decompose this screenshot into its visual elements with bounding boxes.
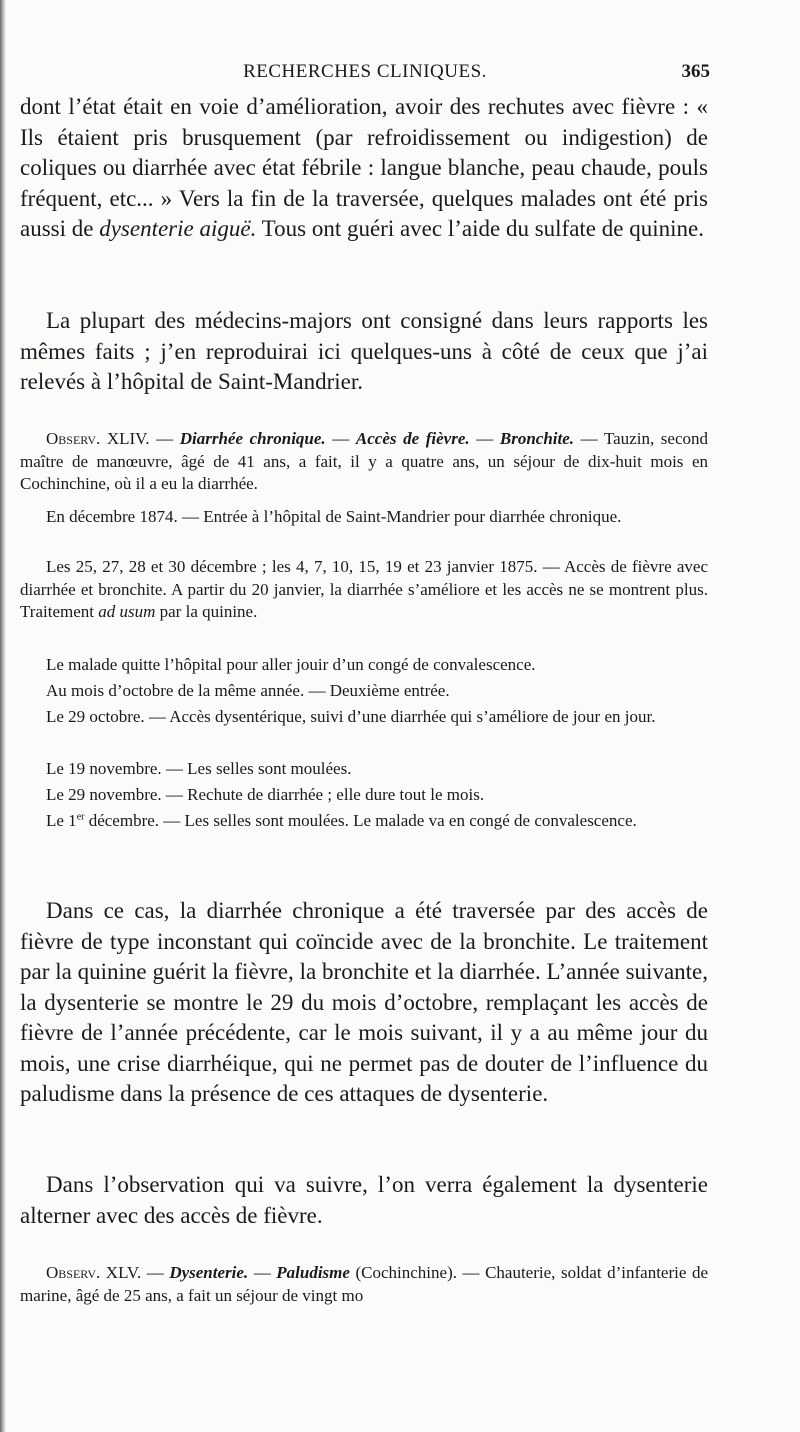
obs44-title-3: Bronchite. xyxy=(499,429,575,448)
obs45-title-2: Paludisme xyxy=(276,1263,350,1282)
intro-paragraph-1 xyxy=(20,92,708,245)
intro-p1-italic: dysenterie aiguë. xyxy=(99,216,257,241)
obs45-separator: — xyxy=(141,1263,170,1282)
obs45-heading-paragraph xyxy=(20,1262,708,1307)
obs44-paragraph-7: Le 19 novembre. — Les selles sont moulées. xyxy=(46,759,352,778)
discussion-paragraph-2: Dans l’observation qui va suivre, l’on verra également la dysenterie alterner avec des accès de fièvre. xyxy=(20,1172,708,1228)
intro-p1-text-b: Tous ont guéri avec l’aide du sulfate de quinine. xyxy=(256,216,704,241)
obs44-paragraph-5: Au mois d’octobre de la même année. — Deuxième entrée. xyxy=(46,681,450,700)
page-number: 365 xyxy=(681,61,710,82)
obs44-paragraph-2: En décembre 1874. — Entrée à l’hôpital de Saint-Mandrier pour diarrhée chronique. xyxy=(46,507,622,526)
running-head xyxy=(20,58,710,86)
obs44-paragraph-3 xyxy=(20,556,708,624)
obs44-separator: — xyxy=(325,429,356,448)
discussion-paragraph-1: Dans ce cas, la diarrhée chronique a été traversée par des accès de fièvre de type inconstant qui coïncide avec de la bronchite. Le traitement par la quinine guérit la fièvre, la bronchite et la diarrhée. L’année suivante, la dysenterie se montre le 29 du mois d’octobre, remplaçant les accès de fièvre de l’année précédente, car le mois suivant, il y a au même jour du mois, une crise diarrhéique, qui ne permet pas de douter de l’influence du paludisme dans la présence de ces attaques de dysenterie. xyxy=(20,898,708,1106)
intro-p1-text-a: dont l’état était en voie d’amélioration, avoir des rechutes avec fièvre : « Ils étaient pris brusquement (par refroidissement ou indigestion) de coliques ou diarrhée avec état fébrile : langue blanche, peau chaude, pouls fréquent, etc... » Vers la fin de la traversée, quelques malades ont été pris aussi de xyxy=(20,94,708,241)
obs44-p3-text-b: par la quinine. xyxy=(155,602,258,622)
obs44-title-1: Diarrhée chronique. xyxy=(179,429,326,448)
obs44-paragraph-6: Le 29 octobre. — Accès dysentérique, suivi d’une diarrhée qui s’améliore de jour en jour. xyxy=(46,707,656,726)
obs44-p9-superscript: er xyxy=(76,811,85,823)
obs45-text-1: (Cochinchine). — Chauterie, soldat d’infanterie de marine, âgé de 25 ans, a fait un séjour de vingt mo xyxy=(20,1263,708,1305)
obs44-p9-text-a: Le 1 xyxy=(46,811,77,830)
obs44-p3-italic: ad usum xyxy=(98,602,156,622)
obs44-title-2: Accès de fièvre. xyxy=(355,429,470,448)
obs44-text-1: — Tauzin, second maître de manœuvre, âgé de 41 ans, a fait, il y a quatre ans, un séjour de dix-huit mois en Cochinchine, où il a eu la diarrhée. xyxy=(20,429,709,494)
obs44-separator: — xyxy=(469,429,500,448)
obs44-p9-text-b: décembre. — Les selles sont moulées. Le malade va en congé de convalescence. xyxy=(84,811,637,830)
obs44-separator: — xyxy=(149,429,180,448)
obs45-number: XLV. xyxy=(105,1263,142,1282)
obs44-p3-text-a: Les 25, 27, 28 et 30 décembre ; les 4, 7, 10, 15, 19 et 23 janvier 1875. — Accès de fièvre avec diarrhée et bronchite. A partir du 20 janvier, la diarrhée s’améliore et les accès ne se montrent plus. Traitement xyxy=(20,557,708,622)
obs44-paragraph-9 xyxy=(20,810,708,833)
obs45-title-1: Dysenterie. xyxy=(169,1263,249,1282)
scan-edge-shadow xyxy=(0,0,6,1432)
obs45-separator: — xyxy=(248,1263,277,1282)
running-title: RECHERCHES CLINIQUES. xyxy=(243,61,487,82)
intro-paragraph-2: La plupart des médecins-majors ont consigné dans leurs rapports les mêmes faits ; j’en reproduirai ici quelques-uns à côté de ceux que j’ai relevés à l’hôpital de Saint-Mandrier. xyxy=(20,308,708,394)
obs44-paragraph-8: Le 29 novembre. — Rechute de diarrhée ; elle dure tout le mois. xyxy=(46,785,485,804)
obs44-label: Observ. xyxy=(46,429,101,448)
obs44-number: XLIV. xyxy=(106,429,150,448)
obs45-label: Observ. xyxy=(46,1263,101,1282)
obs44-paragraph-4: Le malade quitte l’hôpital pour aller jouir d’un congé de convalescence. xyxy=(46,655,536,674)
obs44-heading-paragraph xyxy=(20,428,708,496)
